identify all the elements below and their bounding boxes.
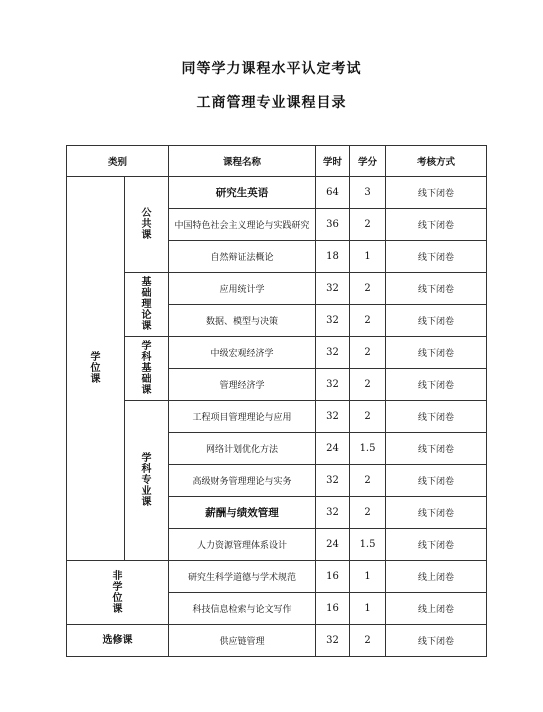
course-name: 研究生英语 (169, 177, 316, 209)
course-name: 科技信息检索与论文写作 (169, 593, 316, 625)
course-credits: 1 (350, 241, 386, 273)
course-name: 应用统计学 (169, 273, 316, 305)
course-name: 薪酬与绩效管理 (169, 497, 316, 529)
course-hours: 24 (316, 529, 350, 561)
course-assessment: 线下闭卷 (386, 497, 487, 529)
course-assessment: 线下闭卷 (386, 273, 487, 305)
course-hours: 32 (316, 369, 350, 401)
course-credits: 2 (350, 497, 386, 529)
table-row (67, 177, 487, 209)
course-hours: 18 (316, 241, 350, 273)
group-subject-major: 学科专业课 (125, 401, 169, 561)
course-hours: 32 (316, 337, 350, 369)
course-hours: 32 (316, 305, 350, 337)
group-public: 公共课 (125, 177, 169, 273)
table-row (67, 561, 487, 593)
course-assessment: 线下闭卷 (386, 369, 487, 401)
course-assessment: 线下闭卷 (386, 177, 487, 209)
course-name: 自然辩证法概论 (169, 241, 316, 273)
course-hours: 32 (316, 401, 350, 433)
course-credits: 1 (350, 593, 386, 625)
course-hours: 16 (316, 561, 350, 593)
header-course: 课程名称 (169, 146, 316, 177)
document-title: 同等学力课程水平认定考试 (181, 61, 362, 77)
course-credits: 2 (350, 625, 386, 657)
course-assessment: 线下闭卷 (386, 465, 487, 497)
course-assessment: 线下闭卷 (386, 433, 487, 465)
course-assessment: 线下闭卷 (386, 529, 487, 561)
group-subject-basic: 学科基础课 (125, 337, 169, 401)
course-assessment: 线下闭卷 (386, 337, 487, 369)
course-name: 管理经济学 (169, 369, 316, 401)
course-credits: 2 (350, 273, 386, 305)
course-name: 中级宏观经济学 (169, 337, 316, 369)
course-credits: 1.5 (350, 529, 386, 561)
table-row (67, 625, 487, 657)
group-elective: 选修课 (67, 625, 169, 657)
course-assessment: 线上闭卷 (386, 561, 487, 593)
course-credits: 2 (350, 465, 386, 497)
course-credits: 2 (350, 369, 386, 401)
header-category: 类别 (67, 146, 169, 177)
table-row (67, 401, 487, 433)
header-hours: 学时 (316, 146, 350, 177)
header-assessment: 考核方式 (386, 146, 487, 177)
course-hours: 64 (316, 177, 350, 209)
course-hours: 32 (316, 497, 350, 529)
course-name: 中国特色社会主义理论与实践研究 (169, 209, 316, 241)
course-name: 人力资源管理体系设计 (169, 529, 316, 561)
course-hours: 24 (316, 433, 350, 465)
course-assessment: 线下闭卷 (386, 625, 487, 657)
course-credits: 2 (350, 305, 386, 337)
course-credits: 3 (350, 177, 386, 209)
course-assessment: 线上闭卷 (386, 593, 487, 625)
course-assessment: 线下闭卷 (386, 241, 487, 273)
course-name: 网络计划优化方法 (169, 433, 316, 465)
table-header-row (67, 146, 487, 177)
header-credits: 学分 (350, 146, 386, 177)
course-credits: 1 (350, 561, 386, 593)
group-non-degree: 非学位课 (67, 561, 169, 625)
course-hours: 32 (316, 465, 350, 497)
table-row (67, 273, 487, 305)
course-assessment: 线下闭卷 (386, 305, 487, 337)
course-catalog-table (66, 145, 487, 657)
group-basic-theory: 基础理论课 (125, 273, 169, 337)
course-name: 工程项目管理理论与应用 (169, 401, 316, 433)
group-degree: 学位课 (67, 177, 125, 561)
table-row (67, 337, 487, 369)
course-assessment: 线下闭卷 (386, 209, 487, 241)
course-hours: 32 (316, 625, 350, 657)
course-name: 高级财务管理理论与实务 (169, 465, 316, 497)
course-credits: 1.5 (350, 433, 386, 465)
course-credits: 2 (350, 209, 386, 241)
course-credits: 2 (350, 401, 386, 433)
course-hours: 36 (316, 209, 350, 241)
course-name: 供应链管理 (169, 625, 316, 657)
course-credits: 2 (350, 337, 386, 369)
document-subtitle: 工商管理专业课程目录 (196, 95, 347, 111)
course-hours: 32 (316, 273, 350, 305)
course-hours: 16 (316, 593, 350, 625)
course-name: 数据、模型与决策 (169, 305, 316, 337)
course-assessment: 线下闭卷 (386, 401, 487, 433)
course-name: 研究生科学道德与学术规范 (169, 561, 316, 593)
